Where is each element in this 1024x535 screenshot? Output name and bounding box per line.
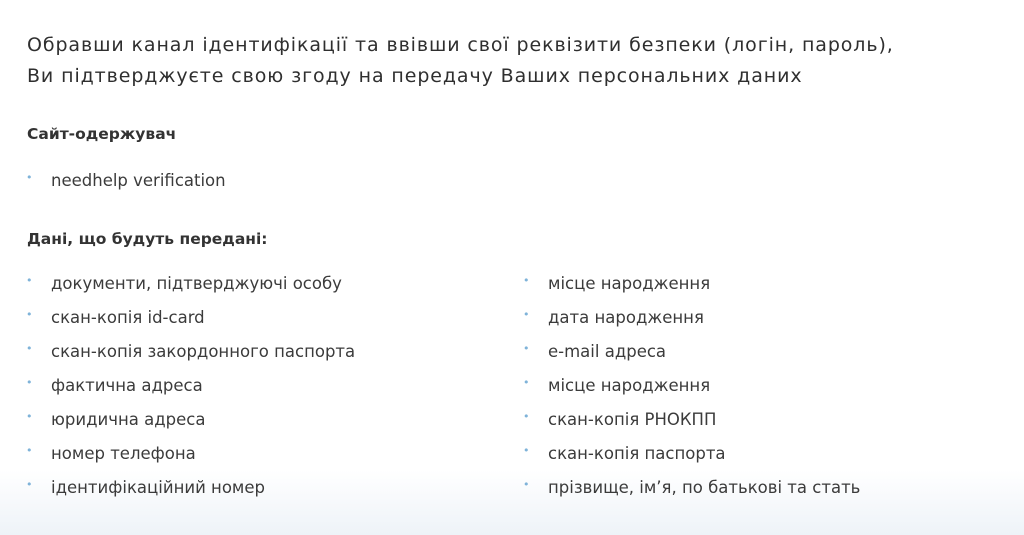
- list-item-label: ідентифікаційний номер: [51, 478, 266, 497]
- bullet-dot-icon: •: [26, 410, 33, 423]
- list-item-label: номер телефона: [51, 444, 196, 463]
- list-item: [523, 341, 860, 375]
- bullet-dot-icon: •: [26, 376, 33, 389]
- list-item-label: прізвище, ім’я, по батькові та стать: [548, 478, 861, 497]
- list-item: [26, 341, 355, 375]
- list-item-label: місце народження: [548, 274, 711, 293]
- list-item-label: місце народження: [548, 376, 711, 395]
- list-item: [26, 375, 355, 409]
- list-item-label: скан-копія закордонного паспорта: [51, 342, 356, 361]
- recipient-section-title: Сайт-одержувач: [27, 125, 177, 143]
- bullet-dot-icon: •: [523, 308, 530, 321]
- list-item: [26, 273, 355, 307]
- data-list-left: [26, 273, 355, 511]
- list-item-label: скан-копія РНОКПП: [548, 410, 717, 429]
- bullet-dot-icon: •: [523, 444, 530, 457]
- bullet-dot-icon: •: [26, 478, 33, 491]
- bullet-dot-icon: •: [26, 444, 33, 457]
- list-item: [26, 477, 355, 511]
- list-item: [26, 170, 226, 204]
- data-section-title: Дані, що будуть передані:: [27, 230, 268, 248]
- bullet-dot-icon: •: [523, 342, 530, 355]
- list-item: [26, 443, 355, 477]
- bullet-dot-icon: •: [26, 171, 33, 184]
- bullet-dot-icon: •: [523, 274, 530, 287]
- bullet-dot-icon: •: [523, 478, 530, 491]
- bullet-dot-icon: •: [26, 274, 33, 287]
- bullet-dot-icon: •: [523, 376, 530, 389]
- list-item: [523, 307, 860, 341]
- recipient-site-name: needhelp verification: [51, 171, 226, 190]
- consent-heading: [27, 30, 1007, 92]
- list-item: [523, 477, 860, 511]
- data-list-right: [523, 273, 860, 511]
- list-item: [26, 307, 355, 341]
- list-item-label: фактична адреса: [51, 376, 203, 395]
- list-item-label: документи, підтверджуючі особу: [51, 274, 342, 293]
- list-item: [26, 409, 355, 443]
- bullet-dot-icon: •: [523, 410, 530, 423]
- list-item-label: скан-копія id-card: [51, 308, 205, 327]
- list-item-label: юридична адреса: [51, 410, 206, 429]
- list-item-label: скан-копія паспорта: [548, 444, 726, 463]
- bullet-dot-icon: •: [26, 342, 33, 355]
- list-item: [523, 375, 860, 409]
- consent-line-1: Обравши канал ідентифікації та ввівши свої реквізити безпеки (логін, пароль),: [27, 34, 894, 56]
- consent-line-2: Ви підтверджуєте свою згоду на передачу Ваших персональних даних: [27, 65, 803, 87]
- list-item: [523, 443, 860, 477]
- list-item-label: дата народження: [548, 308, 704, 327]
- list-item: [523, 409, 860, 443]
- list-item-label: e-mail адреса: [548, 342, 667, 361]
- recipient-list: [26, 170, 226, 204]
- bullet-dot-icon: •: [26, 308, 33, 321]
- list-item: [523, 273, 860, 307]
